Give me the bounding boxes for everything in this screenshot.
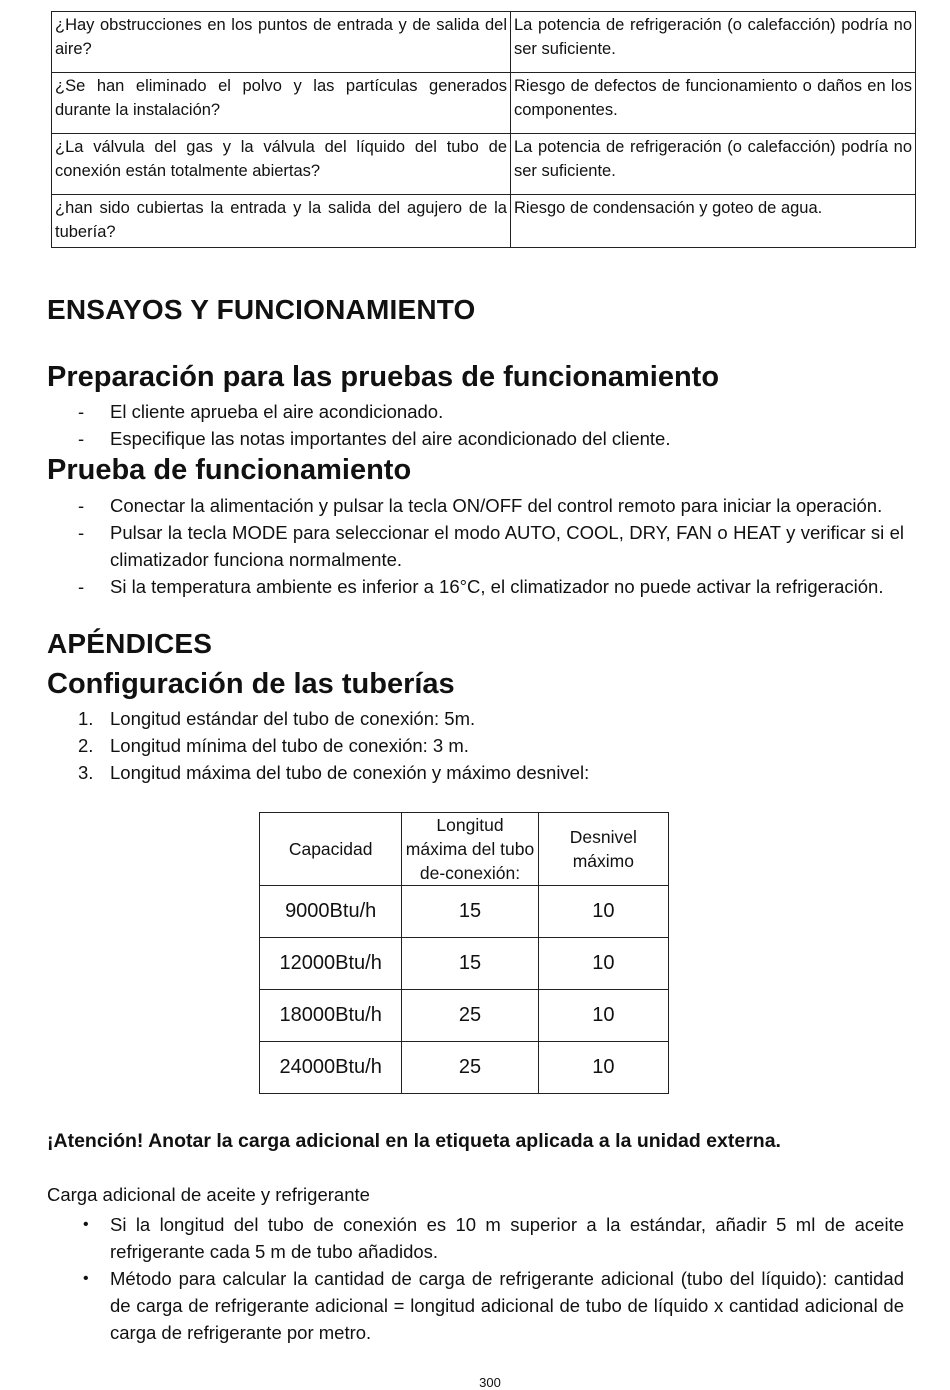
list-item-text: Si la longitud del tubo de conexión es 10 m superior a la estándar, añadir 5 ml de aceite refrigerante cada 5 m de tubo añadidos. — [110, 1214, 904, 1262]
test-heading: Prueba de funcionamiento — [47, 454, 412, 486]
piping-heading: Configuración de las tuberías — [47, 668, 455, 700]
number-marker: 3. — [78, 762, 94, 783]
list-item-text: Longitud estándar del tubo de conexión: 5m. — [110, 708, 476, 729]
dash-marker: - — [78, 495, 85, 516]
column-header-max-height: Desnivel máximo — [538, 813, 668, 886]
number-marker: 1. — [78, 708, 94, 729]
table-row — [260, 1042, 669, 1094]
dash-marker: - — [78, 576, 85, 597]
list-item-text: Pulsar la tecla MODE para seleccionar el modo AUTO, COOL, DRY, FAN o HEAT y verificar si el climatizador funciona normalmente. — [110, 522, 904, 570]
table-row — [52, 73, 916, 134]
list-item — [47, 732, 904, 759]
table-cell: 25 — [402, 990, 538, 1042]
table-row — [260, 938, 669, 990]
list-item — [47, 1265, 904, 1346]
list-item — [47, 398, 904, 425]
table-cell: 24000Btu/h — [260, 1042, 402, 1094]
charge-list — [47, 1211, 904, 1346]
column-header-max-length: Longitud máxima del tubo de-conexión: — [402, 813, 538, 886]
list-item-text: Si la temperatura ambiente es inferior a 16°C, el climatizador no puede activar la refrigeración. — [110, 576, 884, 597]
check-question: ¿Hay obstrucciones en los puntos de entrada y de salida del aire? — [52, 12, 511, 73]
list-item-text: El cliente aprueba el aire acondicionado. — [110, 401, 444, 422]
list-item-text: Longitud mínima del tubo de conexión: 3 m. — [110, 735, 469, 756]
check-consequence: Riesgo de condensación y goteo de agua. — [511, 195, 916, 248]
table-cell: 9000Btu/h — [260, 886, 402, 938]
test-list — [47, 492, 904, 600]
page-number: 300 — [479, 1375, 501, 1390]
checklist-table — [51, 11, 916, 248]
list-item-text: Método para calcular la cantidad de carga de refrigerante adicional (tubo del líquido): cantidad de carga de refrigerante adicional = longitud adicional de tubo de líquido x cantidad adicional de carga de refrigerante por metro. — [110, 1268, 904, 1343]
table-cell: 10 — [538, 886, 668, 938]
prep-heading: Preparación para las pruebas de funcionamiento — [47, 361, 720, 393]
list-item — [47, 1211, 904, 1265]
table-cell: 10 — [538, 990, 668, 1042]
table-cell: 15 — [402, 938, 538, 990]
list-item — [47, 705, 904, 732]
dash-marker: - — [78, 401, 85, 422]
bullet-marker: • — [83, 1270, 89, 1287]
dash-marker: - — [78, 428, 85, 449]
check-question: ¿Se han eliminado el polvo y las partículas generados durante la instalación? — [52, 73, 511, 134]
piping-list — [47, 705, 904, 786]
table-row — [52, 134, 916, 195]
list-item — [47, 519, 904, 573]
table-row — [52, 12, 916, 73]
table-row — [260, 886, 669, 938]
table-cell: 10 — [538, 1042, 668, 1094]
section-title-appendix: APÉNDICES — [47, 628, 213, 659]
table-header-row — [260, 813, 669, 886]
section-title-tests: ENSAYOS Y FUNCIONAMIENTO — [47, 294, 476, 325]
list-item — [47, 573, 904, 600]
prep-list — [47, 398, 904, 452]
list-item-text: Conectar la alimentación y pulsar la tecla ON/OFF del control remoto para iniciar la operación. — [110, 495, 883, 516]
pipe-length-table — [259, 812, 669, 1094]
table-cell: 10 — [538, 938, 668, 990]
list-item — [47, 425, 904, 452]
list-item — [47, 492, 904, 519]
check-consequence: La potencia de refrigeración (o calefacción) podría no ser suficiente. — [511, 12, 916, 73]
table-cell: 25 — [402, 1042, 538, 1094]
check-consequence: Riesgo de defectos de funcionamiento o daños en los componentes. — [511, 73, 916, 134]
column-header-capacity: Capacidad — [260, 813, 402, 886]
list-item-text: Longitud máxima del tubo de conexión y máximo desnivel: — [110, 762, 590, 783]
table-cell: 18000Btu/h — [260, 990, 402, 1042]
number-marker: 2. — [78, 735, 94, 756]
check-consequence: La potencia de refrigeración (o calefacción) podría no ser suficiente. — [511, 134, 916, 195]
table-row — [52, 195, 916, 248]
check-question: ¿han sido cubiertas la entrada y la salida del agujero de la tubería? — [52, 195, 511, 248]
table-cell: 15 — [402, 886, 538, 938]
attention-note: ¡Atención! Anotar la carga adicional en la etiqueta aplicada a la unidad externa. — [47, 1130, 781, 1152]
check-question: ¿La válvula del gas y la válvula del líquido del tubo de conexión están totalmente abiertas? — [52, 134, 511, 195]
table-row — [260, 990, 669, 1042]
list-item-text: Especifique las notas importantes del aire acondicionado del cliente. — [110, 428, 671, 449]
bullet-marker: • — [83, 1216, 89, 1233]
list-item — [47, 759, 904, 786]
table-cell: 12000Btu/h — [260, 938, 402, 990]
charge-title: Carga adicional de aceite y refrigerante — [47, 1184, 370, 1205]
dash-marker: - — [78, 522, 85, 543]
